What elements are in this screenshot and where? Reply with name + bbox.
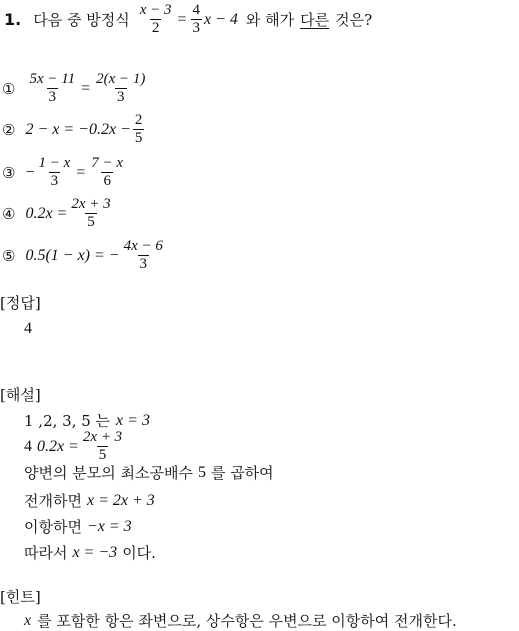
question-coef-denominator: 3 — [192, 20, 201, 36]
explanation-line-5-text: 이항하면 — [24, 518, 82, 536]
explanation-line-4-math: x = 2x + 3 — [86, 491, 155, 509]
question-coefficient — [191, 2, 203, 37]
option-4-lhs: 0.2x = — [25, 204, 68, 222]
option-3-rhs-numerator: 7 − x — [91, 155, 124, 171]
question-equals: = — [177, 10, 187, 28]
explanation-line-5 — [24, 516, 132, 537]
explanation-line-3-math: 5 — [197, 463, 206, 481]
question-coef-numerator: 4 — [192, 2, 201, 18]
question-text-after: 것은? — [335, 11, 373, 29]
option-3-lhs-fraction — [36, 155, 72, 190]
hint-body: 를 포함한 항은 좌변으로, 상수항은 우변으로 이항하여 전개한다. — [37, 612, 457, 630]
option-4-marker: ④ — [2, 204, 16, 223]
question — [4, 2, 372, 37]
option-3-rhs-fraction — [89, 155, 125, 190]
option-1-equals: = — [81, 79, 91, 97]
option-2-rhs-numerator: 2 — [134, 112, 143, 128]
question-fraction — [138, 2, 174, 37]
explanation-line-4-text: 전개하면 — [24, 492, 82, 510]
option-2-marker: ② — [2, 120, 16, 139]
option-1-rhs-denominator: 3 — [117, 89, 125, 105]
explanation-line-3-text: 양변의 분모의 최소공배수 — [24, 464, 193, 482]
option-2-rhs-denominator: 5 — [134, 130, 143, 146]
explanation-line-6-math: x = −3 — [72, 543, 118, 561]
option-4-rhs-denominator: 5 — [87, 214, 95, 230]
explanation-label: [해설] — [0, 386, 41, 404]
option-1-lhs-numerator: 5x − 11 — [29, 71, 76, 87]
explanation-line-1 — [24, 410, 150, 431]
question-text-before: 다음 중 방정식 — [33, 11, 130, 29]
question-rhs: x − 4 — [204, 10, 238, 28]
question-fraction-numerator: x − 3 — [139, 2, 172, 18]
explanation-line-2-math: 0.2x = — [37, 437, 79, 455]
option-3-lhs-denominator: 3 — [50, 173, 59, 189]
option-4 — [2, 196, 115, 231]
option-2-rhs-fraction — [133, 112, 145, 147]
option-5-lhs: 0.5(1 − x) = − — [25, 246, 120, 264]
explanation-line-6 — [24, 542, 156, 563]
explanation-line-1-text: 1 ,2, 3, 5 는 — [24, 412, 111, 430]
option-1-rhs-fraction — [94, 71, 147, 106]
option-2-lhs: 2 − x = −0.2x − — [25, 120, 131, 138]
option-2 — [2, 112, 146, 147]
option-5-marker: ⑤ — [2, 246, 16, 265]
explanation-line-2-numerator: 2x + 3 — [82, 429, 123, 445]
option-1-marker: ① — [2, 79, 16, 98]
explanation-line-2-denominator: 5 — [98, 447, 107, 463]
answer-label: [정답] — [0, 294, 41, 312]
option-5-rhs-numerator: 4x − 6 — [123, 238, 163, 254]
option-5-rhs-denominator: 3 — [139, 256, 147, 272]
explanation-line-3 — [24, 462, 274, 483]
explanation-line-3-tail: 를 곱하여 — [210, 464, 274, 482]
option-3-prefix: − — [25, 163, 35, 181]
explanation-line-2-text: 4 — [24, 437, 32, 455]
option-3 — [2, 155, 127, 190]
explanation-line-6-tail: 이다. — [122, 544, 156, 562]
option-3-rhs-denominator: 6 — [103, 173, 111, 189]
explanation-line-5-math: −x = 3 — [86, 517, 132, 535]
option-5-rhs-fraction — [122, 238, 165, 273]
explanation-line-6-text: 따라서 — [24, 544, 68, 562]
hint-math: x — [24, 611, 32, 629]
explanation-line-1-math: x = 3 — [116, 411, 150, 429]
option-1-lhs-denominator: 3 — [48, 89, 57, 105]
question-text-mid: 와 해가 — [245, 11, 295, 29]
option-4-rhs-numerator: 2x + 3 — [71, 196, 111, 212]
question-fraction-denominator: 2 — [151, 20, 160, 36]
option-3-lhs-numerator: 1 − x — [38, 155, 71, 171]
explanation-line-4 — [24, 490, 155, 511]
answer-value: 4 — [24, 320, 32, 337]
explanation-line-2-fraction — [81, 429, 124, 464]
explanation-line-2 — [24, 429, 126, 464]
option-3-marker: ③ — [2, 163, 16, 182]
question-underlined-word: 다른 — [300, 11, 330, 29]
option-3-equals: = — [76, 163, 86, 181]
option-1 — [2, 71, 149, 106]
option-1-lhs-fraction — [27, 71, 77, 106]
hint-text — [24, 610, 457, 631]
hint-label: [힌트] — [0, 588, 41, 606]
question-number: 1. — [4, 10, 22, 29]
option-1-rhs-numerator: 2(x − 1) — [96, 71, 146, 87]
option-4-rhs-fraction — [69, 196, 112, 231]
option-5 — [2, 238, 167, 273]
